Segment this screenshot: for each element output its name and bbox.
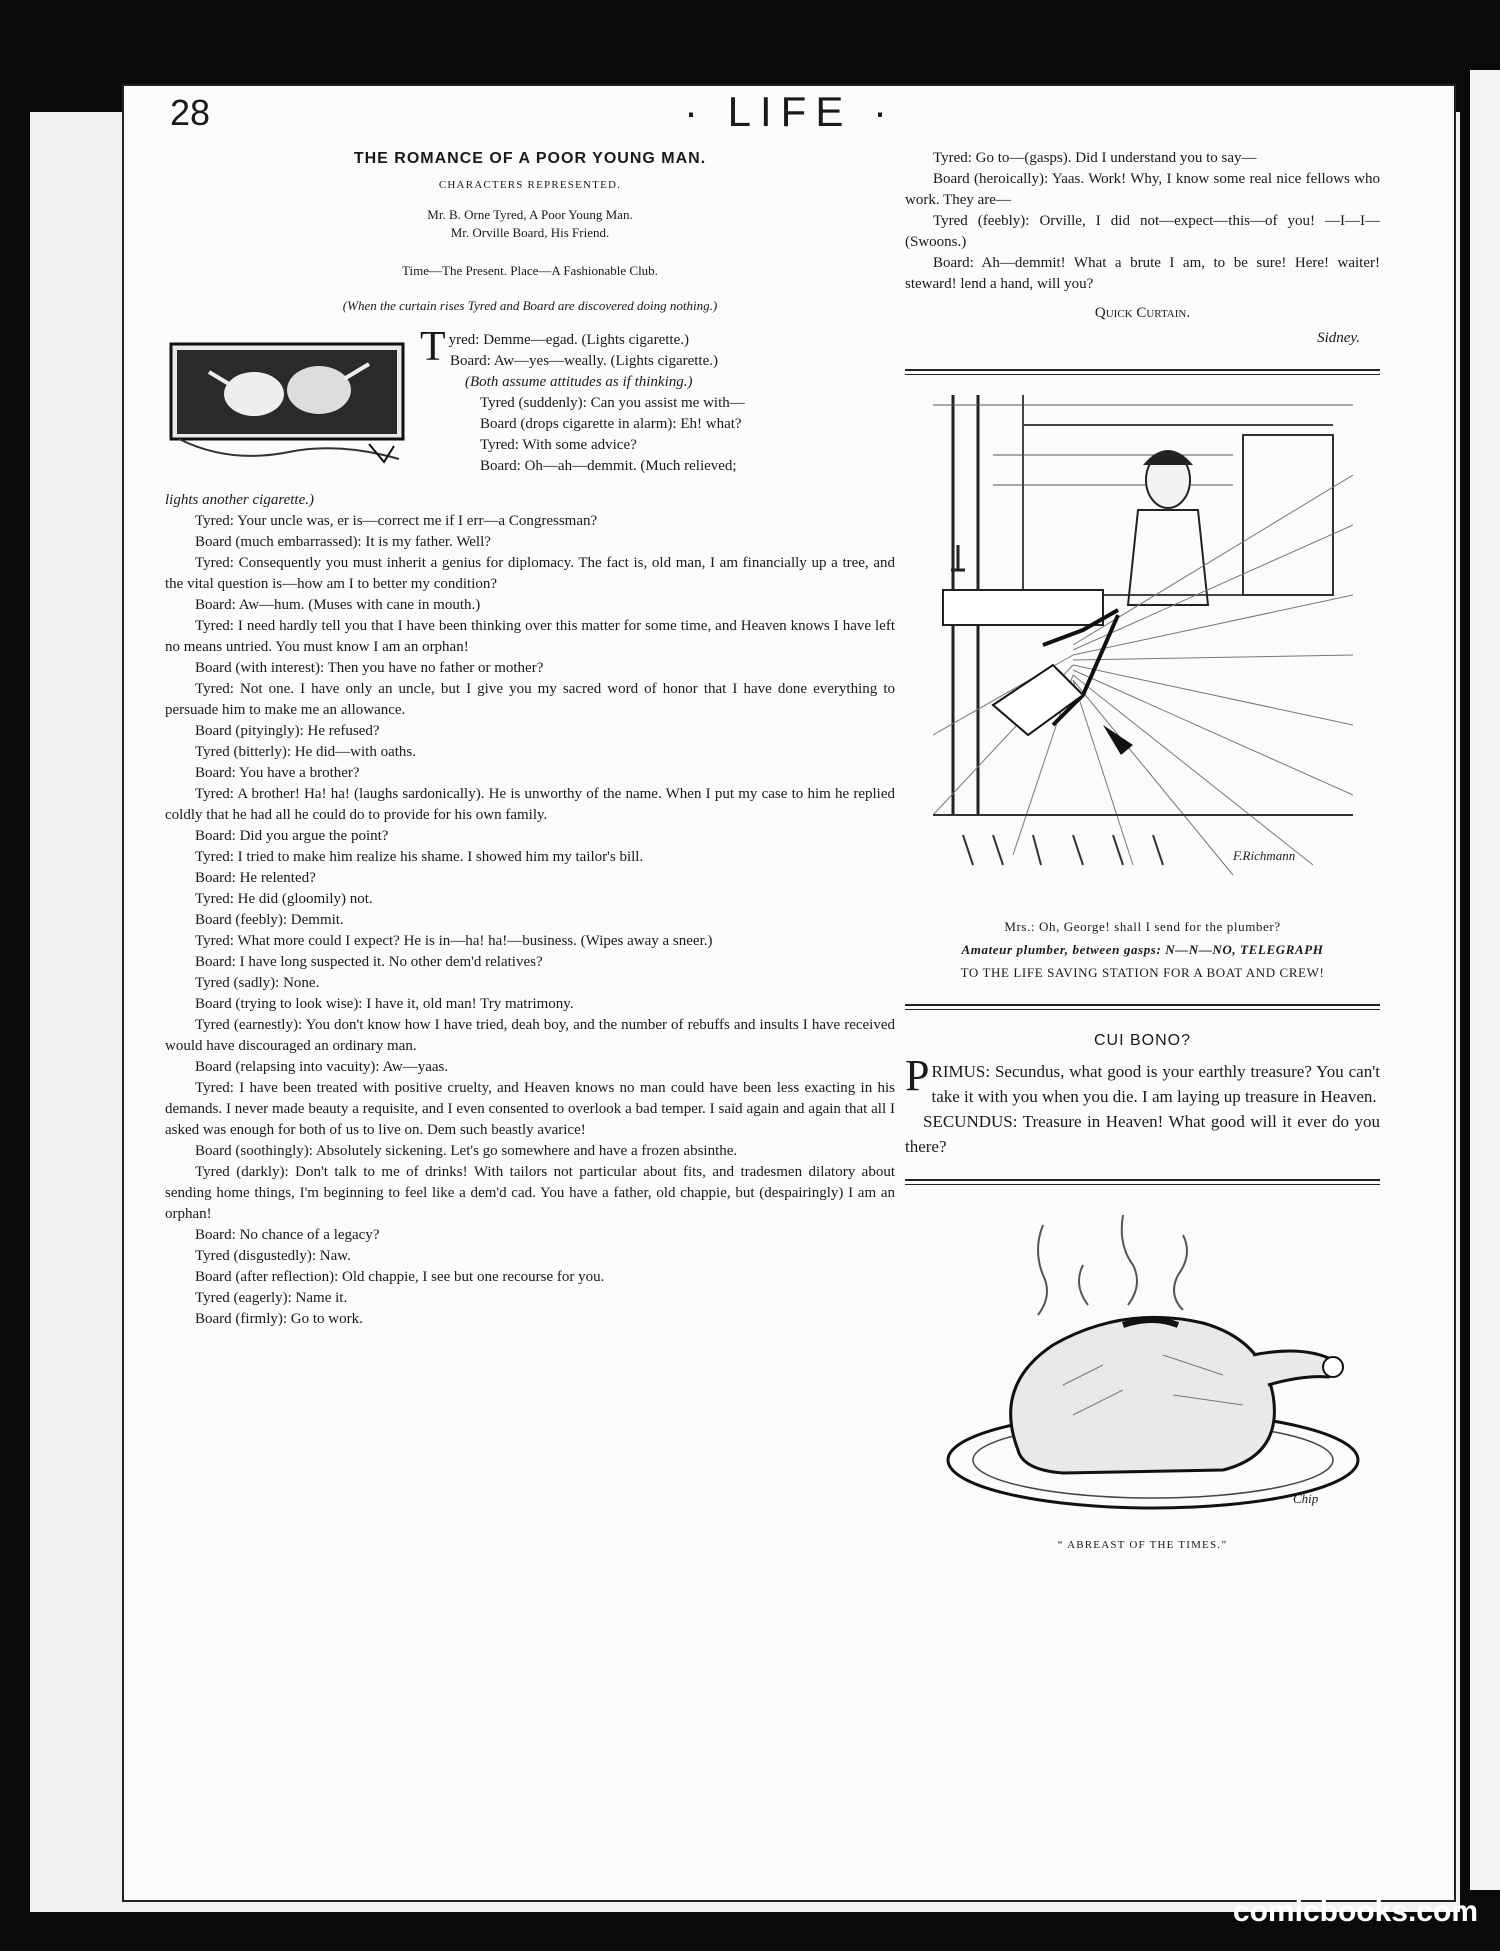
caption-line-1: Mrs.: Oh, George! shall I send for the plumber? bbox=[1004, 919, 1281, 934]
signature: Sidney. bbox=[1317, 330, 1360, 346]
rule bbox=[905, 369, 1380, 375]
open-line: Tyred: Demme—egad. (Lights cigarette.) bbox=[420, 324, 689, 370]
dialogue-line: Tyred: Go to—(gasps). Did I understand you to say— bbox=[933, 150, 1257, 166]
opening-continuation: lights another cigarette.) bbox=[165, 492, 315, 508]
cast-line-1: Mr. B. Orne Tyred, A Poor Young Man. bbox=[427, 207, 633, 222]
time-place-line: Time—The Present. Place—A Fashionable Club. bbox=[402, 263, 658, 278]
dialogue-line: Tyred: I have been treated with positive cruelty, and Heaven knows no man could have been less exacting in his demands. I never made beauty a requisite, and I even consented to overlook a bad temper. I said again and again that all I asked was enough for both of us to live on. Dem such beastly avarice! bbox=[165, 1080, 895, 1138]
dialogue-line: Board: Ah—demmit! What a brute I am, to be sure! Here! waiter! steward! lend a hand, will you? bbox=[905, 255, 1380, 292]
page-number: 28 bbox=[170, 92, 211, 133]
drop-cap-p: P bbox=[905, 1051, 930, 1100]
dialogue-line: Tyred: Consequently you must inherit a genius for diplomacy. The fact is, old man, I am financially up a tree, and the vital question is—how am I to better my condition? bbox=[165, 555, 895, 592]
dialogue-line: Board: No chance of a legacy? bbox=[195, 1227, 380, 1243]
opening-lines bbox=[420, 324, 895, 477]
dialogue-line: Board (firmly): Go to work. bbox=[195, 1311, 363, 1327]
dialogue-line: Board: Aw—hum. (Muses with cane in mouth.) bbox=[195, 597, 481, 613]
dialogue-line: Tyred (eagerly): Name it. bbox=[195, 1290, 348, 1306]
turkey-caption: “ ABREAST OF THE TIMES.” bbox=[1057, 1539, 1228, 1551]
opening-block bbox=[165, 324, 895, 490]
dialogue-line: Tyred (darkly): Don't talk to me of drinks! With tailors not particular about fits, and tradesmen dilatory about sending home things, I'm beginning to feel like a dem'd cad. You have a father, old chappie, but (despairingly) I am an orphan! bbox=[165, 1164, 895, 1222]
open-line: Tyred: With some advice? bbox=[480, 437, 637, 453]
left-column bbox=[165, 148, 895, 1330]
dialogue-line: Board: He relented? bbox=[195, 870, 316, 886]
drop-cap-t: T bbox=[420, 324, 446, 370]
dialogue-line: Board (soothingly): Absolutely sickening. Let's go somewhere and have a frozen absinthe. bbox=[195, 1143, 738, 1159]
dialogue-line: Board (with interest): Then you have no father or mother? bbox=[195, 660, 544, 676]
rule bbox=[905, 1179, 1380, 1185]
stage-direction: (When the curtain rises Tyred and Board are discovered doing nothing.) bbox=[342, 298, 718, 313]
cui-paragraph-1: PRIMUS: Secundus, what good is your earthly treasure? You can't take it with you when you die. I am laying up treasure in Heaven. bbox=[905, 1051, 1380, 1106]
open-line: Board (drops cigarette in alarm): Eh! what? bbox=[480, 416, 742, 432]
dialogue-line: Board (much embarrassed): It is my father. Well? bbox=[195, 534, 491, 550]
watermark: comicbooks.com bbox=[1232, 1895, 1478, 1928]
open-line: Tyred (suddenly): Can you assist me with— bbox=[480, 395, 745, 411]
dialogue-line: Tyred: Not one. I have only an uncle, but I give you my sacred word of honor that I have done everything to persuade him to make me an allowance. bbox=[165, 681, 895, 718]
dialogue-line: Board: I have long suspected it. No other dem'd relatives? bbox=[195, 954, 543, 970]
cartoon1-artist: F.Richmann bbox=[1232, 848, 1295, 863]
dialogue-line: Board (trying to look wise): I have it, old man! Try matrimony. bbox=[195, 996, 574, 1012]
dialogue-line: Board (after reflection): Old chappie, I see but one recourse for you. bbox=[195, 1269, 605, 1285]
dialogue-line: Tyred (disgustedly): Naw. bbox=[195, 1248, 351, 1264]
cast-line-2: Mr. Orville Board, His Friend. bbox=[450, 225, 610, 240]
next-page-edge bbox=[1470, 70, 1500, 1890]
right-column bbox=[905, 148, 1380, 1556]
rule bbox=[905, 1004, 1380, 1010]
cartoon2-artist: Chip bbox=[1292, 1491, 1318, 1506]
dialogue-line: Board (relapsing into vacuity): Aw—yaas. bbox=[195, 1059, 449, 1075]
caption-line-3: TO THE LIFE SAVING STATION FOR A BOAT AND CREW! bbox=[960, 965, 1325, 980]
dialogue-line: Board: You have a brother? bbox=[195, 765, 360, 781]
masthead: · LIFE · bbox=[683, 88, 896, 135]
plumber-caption bbox=[905, 915, 1380, 984]
dialogue-line: Tyred: Your uncle was, er is—correct me if I err—a Congressman? bbox=[195, 513, 598, 529]
dialogue-line: Tyred (feebly): Orville, I did not—expect—this—of you! —I—I— (Swoons.) bbox=[905, 213, 1380, 250]
dialogue-continued bbox=[905, 148, 1380, 295]
story-title: THE ROMANCE OF A POOR YOUNG MAN. bbox=[353, 150, 707, 167]
quick-curtain: Quick Curtain. bbox=[1094, 305, 1191, 321]
story-subtitle: CHARACTERS REPRESENTED. bbox=[438, 179, 622, 191]
dialogue bbox=[165, 511, 895, 1330]
caption-line-2: Amateur plumber, between gasps: N—N—NO, TELEGRAPH bbox=[961, 942, 1324, 957]
dialogue-line: Board (feebly): Demmit. bbox=[195, 912, 344, 928]
cui-bono-title: CUI BONO? bbox=[1093, 1032, 1191, 1049]
dialogue-line: Tyred (bitterly): He did—with oaths. bbox=[195, 744, 416, 760]
dialogue-line: Tyred: I tried to make him realize his shame. I showed him my tailor's bill. bbox=[195, 849, 644, 865]
open-line: Board: Aw—yes—weally. (Lights cigarette.) bbox=[450, 353, 718, 369]
turkey-cartoon bbox=[923, 1205, 1363, 1535]
dialogue-line: Board (pityingly): He refused? bbox=[195, 723, 380, 739]
plumber-cartoon bbox=[933, 395, 1353, 915]
dialogue-line: Board (heroically): Yaas. Work! Why, I know some real nice fellows who work. They are— bbox=[905, 171, 1380, 208]
dialogue-line: Tyred: A brother! Ha! ha! (laughs sardonically). He is unworthy of the name. When I put my case to him he replied coldly that he had all he could do to provide for his own family. bbox=[165, 786, 895, 823]
cui-paragraph-2: SECUNDUS: Treasure in Heaven! What good will it ever do you there? bbox=[905, 1112, 1380, 1156]
dialogue-line: Tyred: What more could I expect? He is in—ha! ha!—business. (Wipes away a sneer.) bbox=[195, 933, 713, 949]
dialogue-line: Board: Did you argue the point? bbox=[195, 828, 389, 844]
open-line: (Both assume attitudes as if thinking.) bbox=[465, 374, 693, 390]
cui-bono-text bbox=[905, 1051, 1380, 1159]
open-line: Board: Oh—ah—demmit. (Much relieved; bbox=[480, 458, 737, 474]
vignette-illustration bbox=[169, 334, 417, 474]
dialogue-line: Tyred: I need hardly tell you that I have been thinking over this matter for some time, and Heaven knows I have left no means untried. You must know I am an orphan! bbox=[165, 618, 895, 655]
dialogue-line: Tyred (earnestly): You don't know how I have tried, deah boy, and the number of rebuffs and insults I have received would have discouraged an ordinary man. bbox=[165, 1017, 895, 1054]
dialogue-line: Tyred (sadly): None. bbox=[195, 975, 320, 991]
dialogue-line: Tyred: He did (gloomily) not. bbox=[195, 891, 373, 907]
